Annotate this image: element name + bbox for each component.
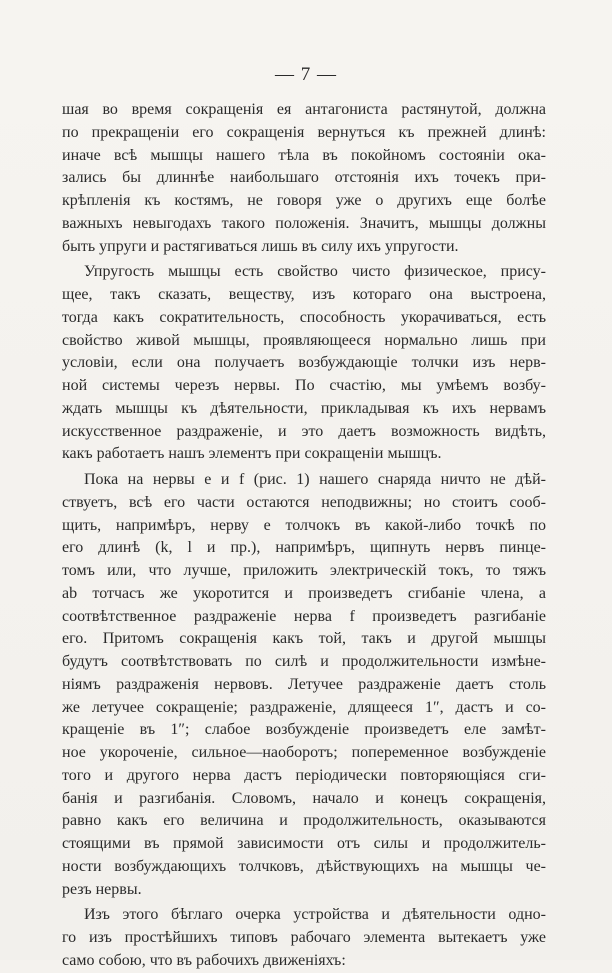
page-number: — 7 — xyxy=(275,64,337,85)
text-line: шая во время сокращенія ея антагониста растянутой, должна xyxy=(62,101,546,118)
text-line: ное укороченіе, сильное—наоборотъ; попеременное возбужденіе xyxy=(62,744,546,761)
text-line: банія и разгибанія. Словомъ, начало и конецъ сокращенія, xyxy=(62,789,546,807)
text-line: свойство живой мышцы, проявляющееся нормально лишь при xyxy=(62,331,546,349)
text-line: резъ нервы. xyxy=(62,880,142,898)
text-line: его длинѣ (k, l и пр.), напримѣръ, щипнуть нервъ пинце- xyxy=(62,539,546,557)
text-line: стоящими въ прямой зависимости отъ силы и продолжитель- xyxy=(62,835,546,852)
text-line: Упругость мышцы есть свойство чисто физическое, прису- xyxy=(84,263,546,281)
paragraph-1 xyxy=(62,99,546,258)
text-line: соотвѣтственное раздраженіе нерва f произведетъ разгибаніе xyxy=(62,607,546,625)
text-line: же летучее сокращеніе; раздраженіе, длящееся 1″, дастъ и со- xyxy=(62,698,546,716)
text-line: равно какъ его величина и продолжительность, оказываются xyxy=(62,812,546,830)
paragraph-3 xyxy=(62,469,546,901)
text-line: зались бы длиннѣе наибольшаго отстоянія ихъ точекъ при- xyxy=(62,169,546,187)
text-line: искусственное раздраженіе, и это даетъ возможность видѣть, xyxy=(62,422,546,440)
text-line: быть упруги и растягиваться лишь въ силу ихъ упругости. xyxy=(62,237,459,255)
text-line: ной системы черезъ нервы. По счастію, мы умѣемъ возбу- xyxy=(62,377,546,394)
text-line: будутъ соотвѣтствовать по силѣ и продолжительности измѣне- xyxy=(62,653,546,670)
text-line: Пока на нервы e и f (рис. 1) нашего снаряда ничто не дѣй- xyxy=(84,471,546,488)
text-line: щее, такъ сказать, веществу, изъ котораго она выстроена, xyxy=(62,286,546,303)
text-line: Изъ этого бѣглаго очерка устройства и дѣятельности одно- xyxy=(84,906,546,924)
text-line: важныхъ невыгодахъ такого положенія. Значитъ, мышцы должны xyxy=(62,214,546,232)
paragraph-2 xyxy=(62,261,546,466)
text-line: какъ работаетъ нашъ элементъ при сокращеніи мышцъ. xyxy=(62,445,442,463)
text-line: его. Притомъ сокращенія какъ той, такъ и другой мышцы xyxy=(62,630,546,648)
text-line: кращеніе въ 1″; слабое возбужденіе произведетъ еле замѣт- xyxy=(62,721,546,739)
text-line: иначе всѣ мышцы нашего тѣла въ покойномъ состояніи ока- xyxy=(62,146,546,164)
paragraph-4 xyxy=(62,904,546,972)
text-line: ности возбуждающихъ толчковъ, дѣйствующихъ на мышцы че- xyxy=(62,857,546,875)
text-line: по прекращеніи его сокращенія вернуться къ прежней длинѣ: xyxy=(62,123,546,141)
text-line: щить, напримѣръ, нерву e толчокъ въ какой-либо точкѣ по xyxy=(62,516,546,534)
text-line: ab тотчасъ же укоротится и произведетъ сгибаніе члена, а xyxy=(62,584,546,602)
text-line: условіи, если она получаетъ возбуждающіе толчки изъ нерв- xyxy=(62,354,546,372)
text-line: крѣпленія къ костямъ, не говоря уже о другихъ еще болѣе xyxy=(62,192,546,209)
text-line: того и другого нерва дастъ періодически повторяющіяся сги- xyxy=(62,766,546,784)
text-line: само собою, что въ рабочихъ движеніяхъ: xyxy=(62,951,346,969)
text-line: ніямъ раздраженія нервовъ. Летучее раздраженіе даетъ столь xyxy=(62,675,546,693)
text-line: ждать мышцы къ дѣятельности, прикладывая къ ихъ нервамъ xyxy=(62,399,546,417)
text-line: томъ или, что лучше, приложить электрическій токъ, то тяжъ xyxy=(62,562,546,579)
text-line: ствуетъ, всѣ его части остаются неподвижны; но стоитъ сооб- xyxy=(62,493,546,511)
text-line: го изъ простѣйшихъ типовъ рабочаго элемента вытекаетъ уже xyxy=(62,929,546,946)
text-line: тогда какъ сократительность, способность укорачиваться, есть xyxy=(62,308,546,326)
body-text xyxy=(62,99,546,973)
